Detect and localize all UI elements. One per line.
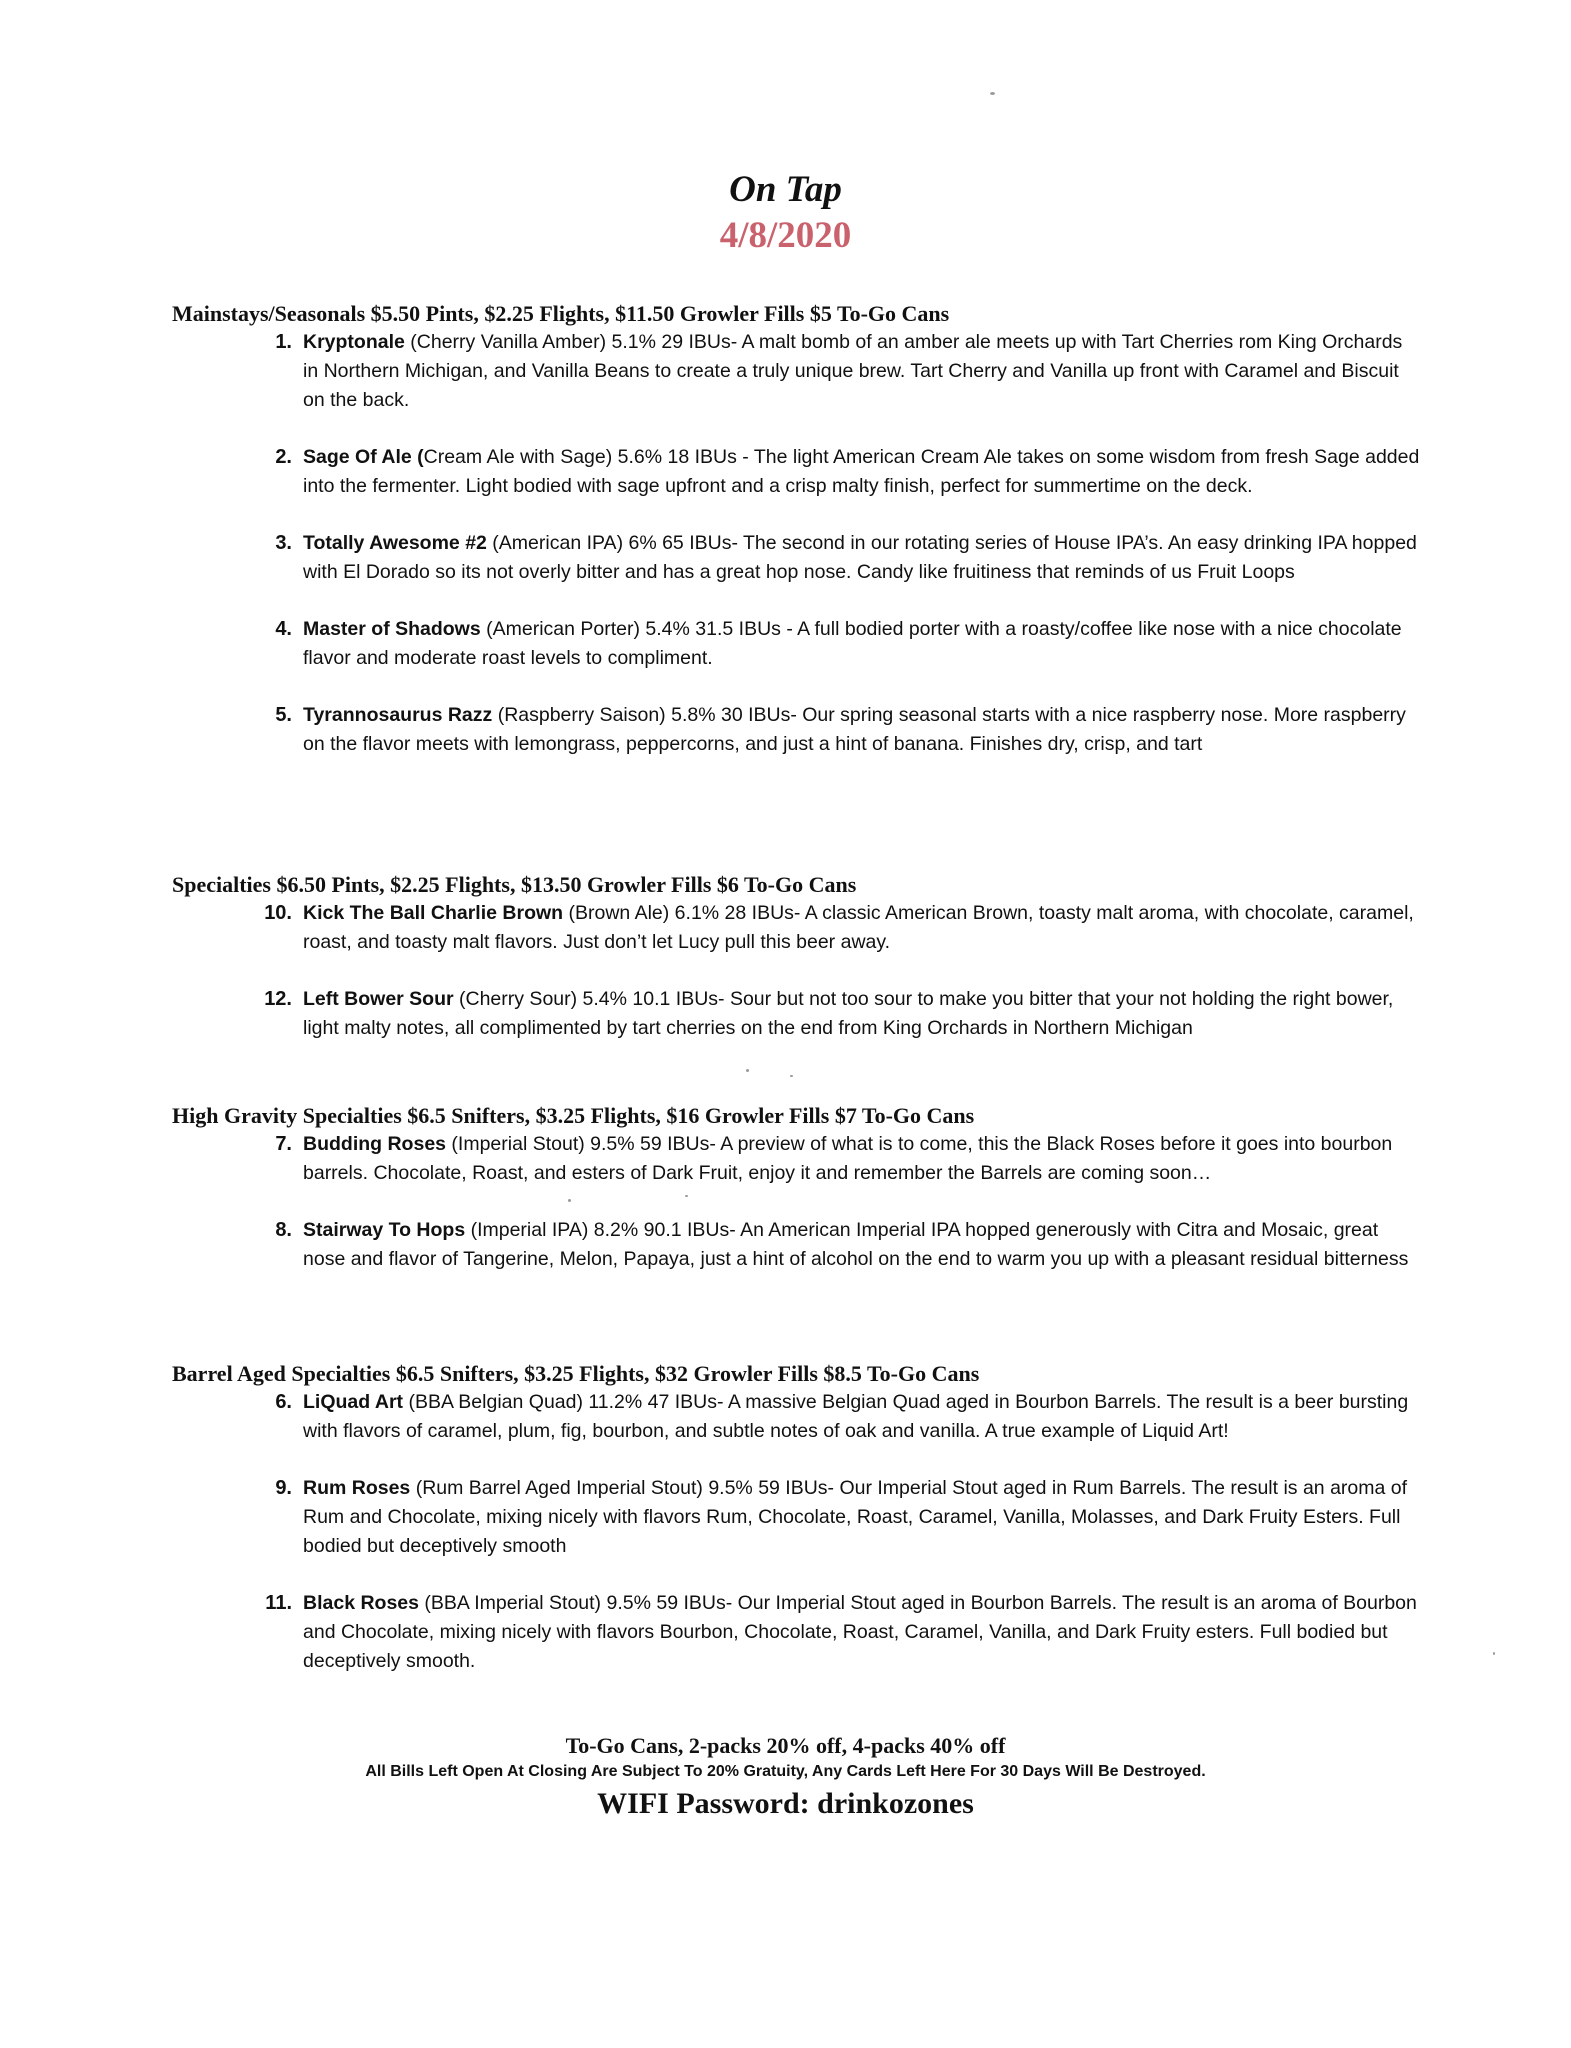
item-name: Rum Roses <box>303 1477 411 1499</box>
item-text <box>303 985 1421 1043</box>
list-item <box>172 443 1432 501</box>
item-name: LiQuad Art <box>303 1391 404 1413</box>
section-header: Mainstays/Seasonals $5.50 Pints, $2.25 Flights, $11.50 Growler Fills $5 To-Go Cans <box>172 301 950 326</box>
list-item <box>172 1388 1432 1446</box>
footer-wifi-password: WIFI Password: drinkozones <box>597 1787 974 1820</box>
item-number: 4. <box>275 618 292 640</box>
item-name: Totally Awesome #2 <box>303 532 487 554</box>
item-text <box>303 899 1421 957</box>
scan-speck <box>568 1199 571 1202</box>
section-header: Specialties $6.50 Pints, $2.25 Flights, $13.50 Growler Fills $6 To-Go Cans <box>172 872 857 897</box>
item-text <box>303 443 1421 501</box>
list-item <box>172 899 1432 957</box>
item-description: 6.1% 28 IBUs- A classic American Brown, toasty malt aroma, with chocolate, caramel, roast, and toasty malt flavors. Just don’t let Lucy pull this beer away. <box>303 902 1414 953</box>
section-header: High Gravity Specialties $6.5 Snifters, $3.25 Flights, $16 Growler Fills $7 To-Go Cans <box>172 1103 975 1128</box>
scan-speck <box>1493 1652 1495 1655</box>
scan-speck <box>685 1195 688 1197</box>
item-name: Black Roses <box>303 1592 419 1614</box>
list-item <box>172 328 1432 415</box>
item-description: 5.8% 30 IBUs- Our spring seasonal starts with a nice raspberry nose. More raspberry on the flavor meets with lemongrass, peppercorns, and just a hint of banana. Finishes dry, crisp, and tart <box>303 704 1406 755</box>
item-style: (BBA Belgian Quad) <box>403 1391 583 1413</box>
item-description: 5.4% 31.5 IBUs - A full bodied porter with a roasty/coffee like nose with a nice chocolate flavor and moderate roast levels to compliment. <box>303 618 1402 669</box>
scan-speck <box>790 1075 793 1077</box>
item-text <box>303 1388 1421 1446</box>
item-description: 9.5% 59 IBUs- A preview of what is to come, this the Black Roses before it goes into bourbon barrels. Chocolate, Roast, and esters of Dark Fruit, enjoy it and remember the Barrels are coming soon… <box>303 1133 1393 1184</box>
scan-speck <box>746 1069 749 1072</box>
page-title: On Tap <box>729 169 842 210</box>
item-description: 6% 65 IBUs- The second in our rotating series of House IPA’s. An easy drinking IPA hopped with El Dorado so its not overly bitter and has a great hop nose. Candy like fruitiness that reminds of us Fruit Loops <box>303 532 1417 583</box>
scan-speck <box>990 92 995 95</box>
item-name: Budding Roses <box>303 1133 447 1155</box>
item-name: Stairway To Hops <box>303 1219 466 1241</box>
item-style: (Cherry Sour) <box>453 988 578 1010</box>
item-style: Cream Ale with Sage) <box>423 446 613 468</box>
item-number: 8. <box>275 1219 292 1241</box>
item-description: 11.2% 47 IBUs- A massive Belgian Quad aged in Bourbon Barrels. The result is a beer bursting with flavors of caramel, plum, fig, bourbon, and subtle notes of oak and vanilla. A true example of Liquid Art! <box>303 1391 1409 1442</box>
item-number: 1. <box>275 331 292 353</box>
section-high-gravity <box>172 1102 1432 1302</box>
item-name: Master of Shadows <box>303 618 481 640</box>
item-number: 11. <box>265 1592 292 1614</box>
item-number: 9. <box>275 1477 292 1499</box>
item-description: 8.2% 90.1 IBUs- An American Imperial IPA hopped generously with Citra and Mosaic, great nose and flavor of Tangerine, Melon, Papaya, just a hint of alcohol on the end to warm you up with a pleasant residual bitterness <box>303 1219 1409 1270</box>
item-number: 3. <box>275 532 292 554</box>
item-number: 7. <box>275 1133 292 1155</box>
item-text <box>303 615 1421 673</box>
item-description: 5.6% 18 IBUs - The light American Cream Ale takes on some wisdom from fresh Sage added into the fermenter. Light bodied with sage upfront and a crisp malty finish, perfect for summertime on the deck. <box>303 446 1420 497</box>
list-item <box>172 1474 1432 1561</box>
item-style: (Cherry Vanilla Amber) <box>404 331 607 353</box>
item-number: 10. <box>264 902 292 924</box>
section-specialties <box>172 871 1432 1071</box>
item-style: (American Porter) <box>480 618 640 640</box>
item-text <box>303 1474 1421 1561</box>
item-name: Kryptonale <box>303 331 405 353</box>
item-text <box>303 1589 1421 1676</box>
item-text <box>303 1130 1421 1188</box>
footer-cans-deal: To-Go Cans, 2-packs 20% off, 4-packs 40% off <box>565 1733 1006 1758</box>
list-item <box>172 985 1432 1043</box>
page-date: 4/8/2020 <box>719 215 852 256</box>
list-item <box>172 1216 1432 1274</box>
item-number: 12. <box>264 988 292 1010</box>
item-number: 6. <box>275 1391 292 1413</box>
list-item <box>172 615 1432 673</box>
item-style: (Rum Barrel Aged Imperial Stout) <box>410 1477 703 1499</box>
item-number: 5. <box>275 704 292 726</box>
item-text <box>303 328 1421 415</box>
list-item <box>172 701 1432 759</box>
item-description: 9.5% 59 IBUs- Our Imperial Stout aged in Rum Barrels. The result is an aroma of Rum and Chocolate, mixing nicely with flavors Rum, Chocolate, Roast, Caramel, Vanilla, Molasses, and Dark Fruity Esters. Full bodied but deceptively smooth <box>303 1477 1408 1557</box>
item-style: (BBA Imperial Stout) <box>418 1592 602 1614</box>
item-name: Tyrannosaurus Razz <box>303 704 493 726</box>
item-style: (Raspberry Saison) <box>492 704 666 726</box>
item-number: 2. <box>275 446 292 468</box>
footer-bills-notice: All Bills Left Open At Closing Are Subject To 20% Gratuity, Any Cards Left Here For 30 Days Will Be Destroyed. <box>365 1763 1206 1780</box>
item-text <box>303 701 1421 759</box>
item-name: Left Bower Sour <box>303 988 454 1010</box>
list-item <box>172 1589 1432 1676</box>
item-name: Kick The Ball Charlie Brown <box>303 902 564 924</box>
item-style: (Brown Ale) <box>563 902 670 924</box>
item-style: (Imperial Stout) <box>446 1133 585 1155</box>
list-item <box>172 529 1432 587</box>
item-description: 5.1% 29 IBUs- A malt bomb of an amber ale meets up with Tart Cherries rom King Orchards in Northern Michigan, and Vanilla Beans to create a truly unique brew. Tart Cherry and Vanilla up front with Caramel and Biscuit on the back. <box>303 331 1403 411</box>
list-item <box>172 1130 1432 1188</box>
item-description: 5.4% 10.1 IBUs- Sour but not too sour to make you bitter that your not holding the right bower, light malty notes, all complimented by tart cherries on the end from King Orchards in Northern Michigan <box>303 988 1394 1039</box>
item-text <box>303 1216 1421 1274</box>
section-barrel-aged <box>172 1360 1432 1704</box>
section-header: Barrel Aged Specialties $6.5 Snifters, $3.25 Flights, $32 Growler Fills $8.5 To-Go Cans <box>172 1361 980 1386</box>
item-style: (American IPA) <box>486 532 624 554</box>
item-text <box>303 529 1421 587</box>
item-name: Sage Of Ale ( <box>303 446 424 468</box>
item-description: 9.5% 59 IBUs- Our Imperial Stout aged in Bourbon Barrels. The result is an aroma of Bourbon and Chocolate, mixing nicely with flavors Bourbon, Chocolate, Roast, Caramel, Vanilla, and Dark Fruity esters. Full bodied but deceptively smooth. <box>303 1592 1417 1672</box>
section-mainstays <box>172 300 1432 787</box>
item-style: (Imperial IPA) <box>465 1219 589 1241</box>
